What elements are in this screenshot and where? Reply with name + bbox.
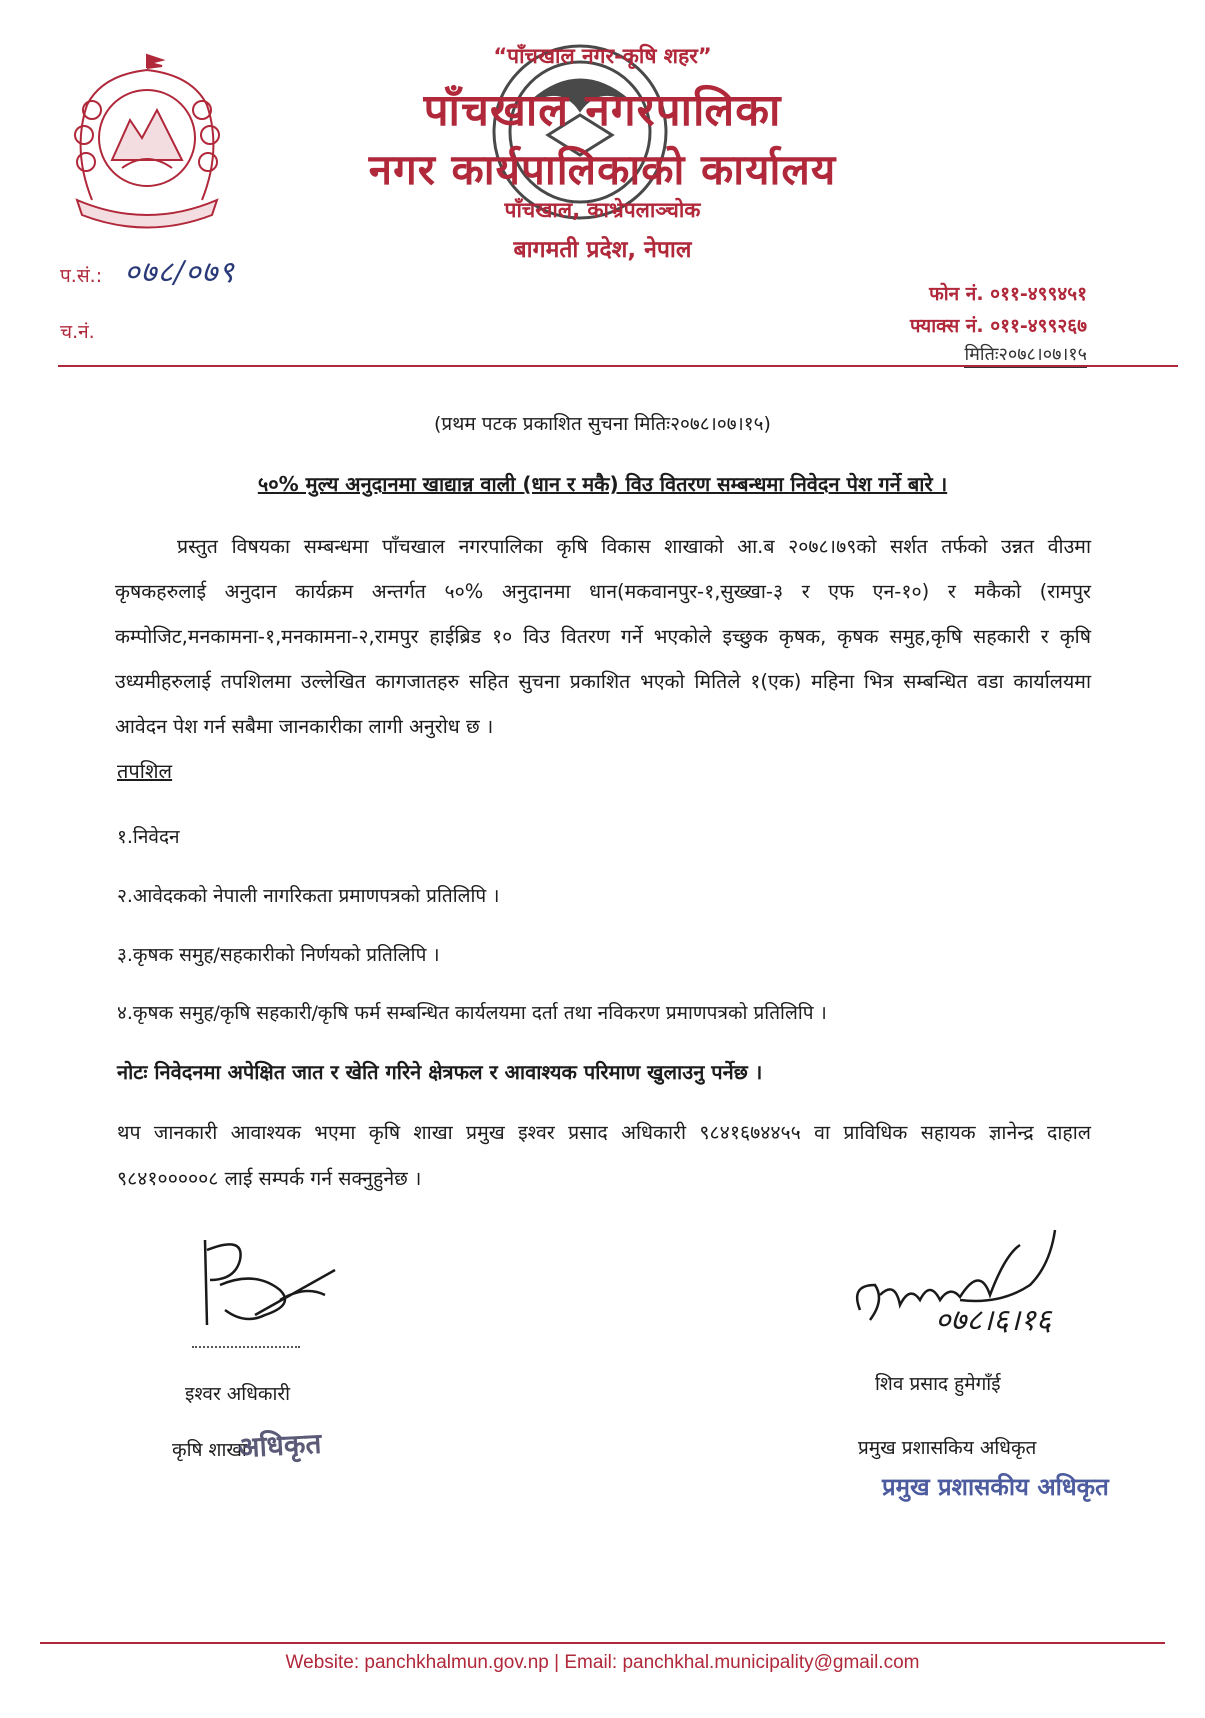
chief-officer-name: शिव प्रसाद हुमेगाँई — [875, 1373, 1001, 1395]
cn-row — [60, 318, 95, 344]
agriculture-officer-title-text: कृषि शाखा — [172, 1439, 247, 1461]
phone-number: फोन नं. ०११-४९९४५१ — [929, 283, 1087, 305]
agriculture-officer-signature — [185, 1230, 345, 1345]
handwritten-date: ०७८।६।१६ — [935, 1303, 1052, 1338]
signature-dotted-line — [192, 1346, 300, 1348]
cn-label: च.नं. — [60, 321, 95, 343]
municipality-name: पाँचखाल नगरपालिका — [423, 85, 782, 136]
document-list-item: २.आवेदकको नेपाली नागरिकता प्रमाणपत्रको प्रतिलिपि । — [117, 885, 500, 907]
publication-date-note: (प्रथम पटक प्रकाशित सुचना मितिः२०७८।०७।१५) — [434, 413, 771, 435]
footer-divider — [40, 1642, 1165, 1644]
municipality-motto: “पाँचखाल नगर-कृषि शहर” — [493, 44, 712, 68]
agriculture-officer-name: इश्वर अधिकारी — [185, 1383, 291, 1405]
letter-date: मितिः२०७८।०७।१५ — [964, 342, 1087, 368]
ps-value: ०७८/०७९ — [124, 255, 235, 290]
office-name: नगर कार्यपालिकाको कार्यालय — [368, 145, 837, 194]
ps-label: प.सं.: — [60, 265, 103, 287]
chief-officer-stamp: प्रमुख प्रशासकीय अधिकृत — [882, 1473, 1109, 1501]
agriculture-officer-title — [172, 1436, 247, 1462]
office-province: बागमती प्रदेश, नेपाल — [513, 237, 692, 263]
reference-number-row — [60, 250, 235, 291]
chief-administrative-officer-signature — [840, 1225, 1100, 1345]
officer-stamp: अधिकृत — [237, 1426, 323, 1465]
footer-contact: Website: panchkhalmun.gov.np | Email: panchkhal.municipality@gmail.com — [285, 1652, 920, 1673]
details-heading: तपशिल — [117, 759, 173, 783]
fax-number: फ्याक्स नं. ०११-४९९२६७ — [909, 315, 1087, 337]
chief-officer-title: प्रमुख प्रशासकिय अधिकृत — [858, 1437, 1037, 1459]
notice-note: नोटः निवेदनमा अपेक्षित जात र खेति गरिने क्षेत्रफल र आवाश्यक परिमाण खुलाउनु पर्नेछ । — [117, 1060, 763, 1084]
document-list-item: ३.कृषक समुह/सहकारीको निर्णयको प्रतिलिपि । — [117, 944, 440, 966]
notice-subject-text: ५०% मुल्य अनुदानमा खाद्यान्न वाली (धान र मकै) विउ वितरण सम्बन्धमा निवेदन पेश गर्ने बारे । — [257, 472, 948, 496]
notice-subject — [0, 470, 1205, 497]
contact-information-paragraph: थप जानकारी आवाश्यक भएमा कृषि शाखा प्रमुख इश्वर प्रसाद अधिकारी ९८४१६७४४५५ वा प्राविधिक सहायक ज्ञानेन्द्र दाहाल ९८४१०००००८ लाई सम्पर्क गर्न सक्नुहुनेछ । — [117, 1121, 1091, 1190]
document-list-item: ४.कृषक समुह/कृषि सहकारी/कृषि फर्म सम्बन्धित कार्यलयमा दर्ता तथा नविकरण प्रमाणपत्रको प्रतिलिपि । — [117, 1002, 827, 1024]
header-divider — [58, 365, 1178, 367]
notice-body-paragraph: प्रस्तुत विषयका सम्बन्धमा पाँचखाल नगरपालिका कृषि विकास शाखाको आ.ब २०७८।७९को सर्शत तर्फको उन्नत वीउमा कृषकहरुलाई अनुदान कार्यक्रम अन्तर्गत ५०% अनुदानमा धान(मकवानपुर-१,सुख्खा-३ र एफ एन-१०) र मकैको (रामपुर कम्पोजिट,मनकामना-१,मनकामना-२,रामपुर हाईब्रिड १० विउ वितरण गर्ने भएकोले इच्छुक कृषक, कृषक समुह,कृषि सहकारी र कृषि उध्यमीहरुलाई तपशिलमा उल्लेखित कागजातहरु सहित सुचना प्रकाशित भएको मितिले १(एक) महिना भित्र सम्बन्धित वडा कार्यालयमा आवेदन पेश गर्न सबैमा जानकारीका लागी अनुरोध छ । — [115, 535, 1091, 738]
document-list-item: १.निवेदन — [117, 826, 180, 848]
office-address: पाँचखाल, काभ्रेपलाञ्चोक — [504, 198, 701, 222]
